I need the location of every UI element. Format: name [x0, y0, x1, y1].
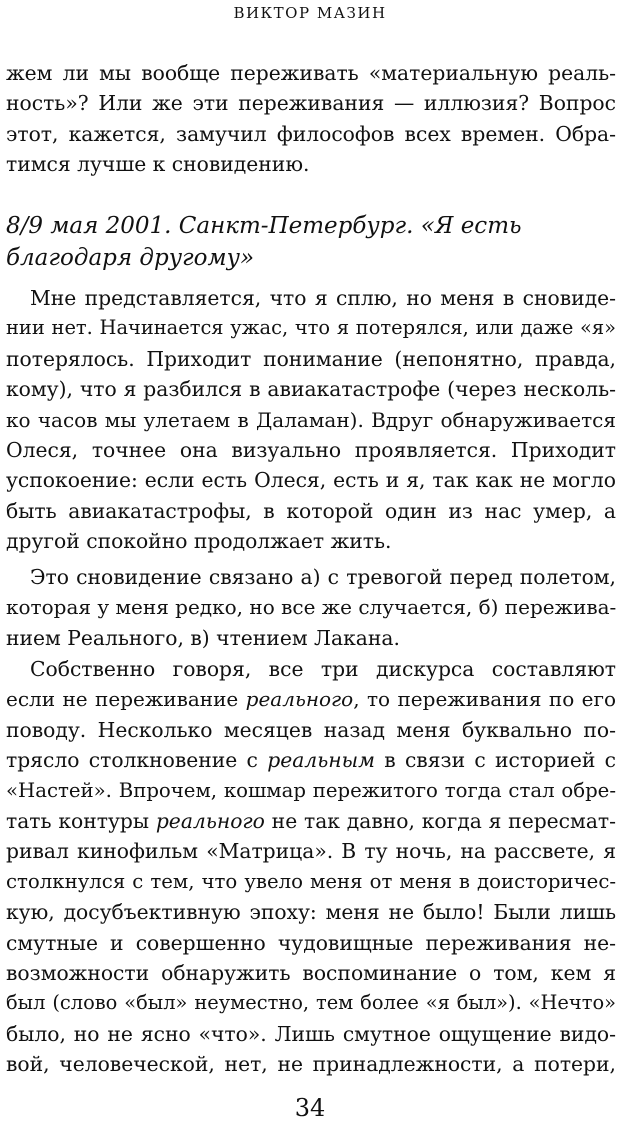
text-line: Собственно говоря, все три дискурса составляют	[30, 657, 616, 681]
text-line	[6, 806, 616, 836]
text-line: ность»? Или же эти переживания — иллюзия? Вопрос	[6, 91, 616, 116]
text-line: потерялось. Приходит понимание (непонятно, правда,	[6, 346, 616, 371]
text-run: тать контуры	[6, 809, 156, 834]
text-line: кую, досубъективную эпоху: меня не было! Были лишь	[6, 900, 616, 925]
text-line: успокоение: если есть Олеся, есть и я, так как не могло	[6, 468, 616, 493]
emphasis-word: реального	[155, 809, 265, 834]
text-line: возможности обнаружить воспоминание о том, кем я	[6, 961, 616, 986]
text-line: которая у меня редко, но все же случается, б) пережива-	[6, 595, 617, 620]
text-line: поводу. Несколько месяцев назад меня буквально по-	[6, 717, 616, 742]
text-line: другой спокойно продолжает жить.	[6, 529, 392, 554]
intro-paragraph	[6, 58, 616, 180]
text-line: было, но не ясно «что». Лишь смутное ощущение видо-	[6, 1021, 616, 1046]
text-line: был (слово «был» неуместно, тем более «я был»). «Нечто»	[6, 991, 616, 1015]
text-line: кому), что я разбился в авиакатастрофе (через несколь-	[6, 377, 616, 402]
dream-paragraph	[6, 283, 616, 557]
text-line: вой, человеческой, нет, не принадлежности, а потери,	[6, 1052, 616, 1077]
text-run: не так давно, когда я пересмат-	[264, 809, 616, 834]
text-line: «Настей». Впрочем, кошмар пережитого тогда стал обре-	[6, 778, 616, 802]
paragraph-second	[6, 654, 616, 1080]
section-heading-line: благодаря другому»	[6, 245, 255, 271]
text-run: в связи с историей с	[374, 748, 616, 773]
text-line: ривал кинофильм «Матрица». В ту ночь, на рассвете, я	[6, 839, 616, 864]
text-run: трясло столкновение с	[6, 748, 268, 773]
text-line: быть авиакатастрофы, в которой один из нас умер, а	[6, 498, 616, 523]
text-run: , то переживания по его	[353, 687, 616, 712]
text-line	[6, 745, 616, 775]
page-number: 34	[294, 1094, 326, 1122]
text-line: Это сновидение связано а) с тревогой перед полетом,	[30, 565, 616, 589]
paragraph-first	[6, 562, 616, 653]
text-line: нии нет. Начинается ужас, что я потерялся, или даже «я»	[6, 316, 616, 340]
text-line: смутные и совершенно чудовищные переживания не-	[6, 930, 616, 955]
text-line	[6, 684, 616, 714]
text-line: этот, кажется, замучил философов всех времен. Обра-	[6, 121, 616, 146]
running-head: ВИКТОР МАЗИН	[233, 4, 387, 22]
text-line: столкнулся с тем, что увело меня от меня в доисторичес-	[6, 869, 616, 893]
text-line: Мне представляется, что я сплю, но меня в сновиде-	[30, 286, 616, 310]
section-heading-line: 8/9 мая 2001. Санкт-Петербург. «Я есть	[6, 213, 522, 239]
text-line: тимся лучше к сновидению.	[6, 152, 310, 177]
text-line: Олеся, точнее она визуально проявляется. Приходит	[6, 438, 616, 463]
text-line: жем ли мы вообще переживать «материальную реаль-	[6, 61, 616, 85]
text-line: нием Реального, в) чтением Лакана.	[6, 625, 400, 650]
emphasis-word: реальным	[267, 748, 375, 773]
text-line: ко часов мы улетаем в Даламан). Вдруг обнаруживается	[6, 407, 616, 432]
emphasis-word: реального	[245, 687, 354, 712]
section-heading	[6, 210, 606, 274]
text-run: если не переживание	[6, 687, 246, 712]
